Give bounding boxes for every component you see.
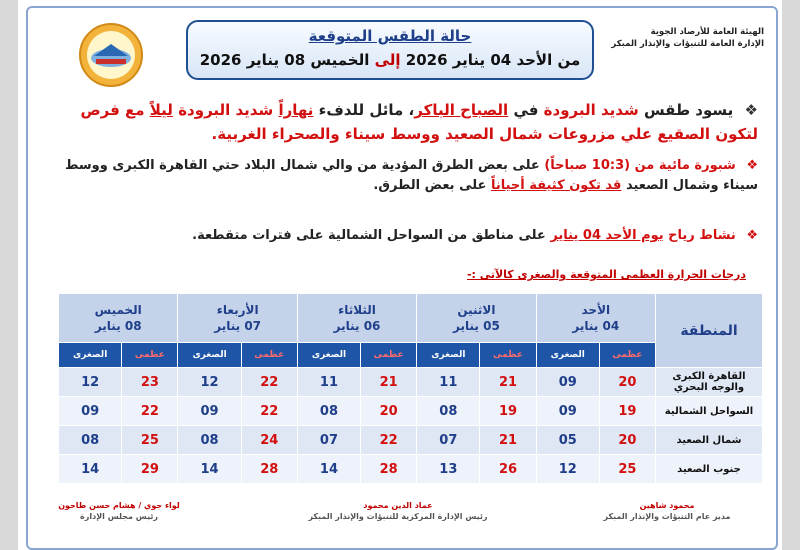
signature-chairman <box>54 500 184 522</box>
bullet-icon: ❖ <box>746 158 758 173</box>
min-temp: 14 <box>178 455 241 484</box>
max-label: عظمى <box>241 343 297 368</box>
day-date: 04 يناير <box>572 319 620 333</box>
min-temp: 09 <box>536 368 599 397</box>
day-name: الاثنين <box>457 303 496 317</box>
day-name: الثلاثاء <box>338 303 376 317</box>
p1-text-3: في <box>513 101 539 119</box>
table-row <box>59 455 763 484</box>
min-label: الصغرى <box>417 343 480 368</box>
min-temp: 07 <box>417 426 480 455</box>
max-temp: 22 <box>361 426 417 455</box>
max-temp: 21 <box>480 426 536 455</box>
min-temp: 11 <box>417 368 480 397</box>
min-temp: 11 <box>297 368 360 397</box>
min-temp: 09 <box>178 397 241 426</box>
day-header <box>178 294 297 343</box>
region-name: السواحل الشمالية <box>656 397 763 426</box>
max-temp: 19 <box>480 397 536 426</box>
day-header <box>536 294 655 343</box>
p1-text-1: يسود طقس <box>643 101 734 119</box>
day-name: الخميس <box>94 303 142 317</box>
min-temp: 14 <box>59 455 122 484</box>
max-temp: 26 <box>480 455 536 484</box>
paragraph-wind <box>38 226 758 246</box>
min-temp: 05 <box>536 426 599 455</box>
max-label: عظمى <box>361 343 417 368</box>
max-temp: 28 <box>241 455 297 484</box>
min-temp: 13 <box>417 455 480 484</box>
page <box>18 0 782 550</box>
signature-role: رئيس مجلس الإدارة <box>80 512 158 521</box>
signature-name: محمود شاهين <box>639 501 695 510</box>
day-name: الأربعاء <box>216 303 259 317</box>
paragraph-general <box>38 98 758 146</box>
p2-text-1: شبورة مائية من (10:3 صباحاً) <box>544 158 736 173</box>
min-temp: 08 <box>178 426 241 455</box>
max-temp: 25 <box>599 455 655 484</box>
max-temp: 23 <box>122 368 178 397</box>
bullet-icon: ❖ <box>746 228 758 243</box>
table-row <box>59 397 763 426</box>
min-temp: 08 <box>417 397 480 426</box>
day-date: 06 يناير <box>333 319 381 333</box>
bullet-icon: ❖ <box>744 101 758 119</box>
min-temp: 09 <box>536 397 599 426</box>
min-temp: 08 <box>297 397 360 426</box>
day-header <box>417 294 536 343</box>
org-line-2: الإدارة العامة للتنبؤات والإنذار المبكر <box>611 39 764 49</box>
min-temp: 12 <box>178 368 241 397</box>
signature-name: لواء جوي / هشام حسن طاحون <box>58 501 180 510</box>
max-temp: 28 <box>361 455 417 484</box>
max-temp: 20 <box>361 397 417 426</box>
min-label: الصغرى <box>536 343 599 368</box>
day-date: 07 يناير <box>214 319 262 333</box>
signature-name: عماد الدين محمود <box>363 501 433 510</box>
organization-name <box>611 26 764 50</box>
max-temp: 25 <box>122 426 178 455</box>
max-temp: 20 <box>599 368 655 397</box>
p1-text-2: شديد البرودة <box>543 101 639 119</box>
period-start: من الأحد 04 يناير 2026 <box>405 51 581 69</box>
min-label: الصغرى <box>297 343 360 368</box>
period-end: الخميس 08 يناير 2026 <box>199 51 370 69</box>
day-date: 08 يناير <box>94 319 142 333</box>
min-label: الصغرى <box>59 343 122 368</box>
page-title: حالة الطقس المتوقعة <box>308 27 472 45</box>
min-temp: 08 <box>59 426 122 455</box>
min-temp: 12 <box>59 368 122 397</box>
signature-role: رئيس الإدارة المركزية للتنبؤات والإنذار المبكر <box>308 512 488 521</box>
forecast-period <box>188 51 592 69</box>
table-row <box>59 368 763 397</box>
signature-central-head <box>288 500 508 522</box>
region-name: جنوب الصعيد <box>656 455 763 484</box>
p2-text-4: على بعض الطرق. <box>373 178 487 193</box>
org-line-1: الهيئة العامة للأرصاد الجوية <box>650 27 764 37</box>
min-temp: 09 <box>59 397 122 426</box>
p3-text-3: على مناطق من السواحل الشمالية على فترات متقطعة. <box>192 228 546 243</box>
max-temp: 21 <box>480 368 536 397</box>
region-name: شمال الصعيد <box>656 426 763 455</box>
min-temp: 12 <box>536 455 599 484</box>
p3-text-2: يوم الأحد 04 يناير <box>550 228 664 243</box>
p3-text-1: نشاط رياح <box>668 228 736 243</box>
max-label: عظمى <box>122 343 178 368</box>
p1-text-5: ، مائل للدفء <box>318 101 415 119</box>
day-date: 05 يناير <box>453 319 500 333</box>
max-temp: 19 <box>599 397 655 426</box>
p1-text-9: مع فرص لتكون <box>80 101 758 143</box>
day-name: الأحد <box>581 303 611 317</box>
max-temp: 22 <box>241 368 297 397</box>
max-temp: 22 <box>241 397 297 426</box>
region-name: القاهرة الكبرى والوجه البحري <box>656 368 763 397</box>
p2-text-2: على بعض الطرق المؤدية من والي شمال البلاد حتي القاهرة الكبرى ووسط سيناء وشمال الصعيد <box>64 158 758 193</box>
p1-text-6: نهاراً <box>278 101 314 119</box>
p1-text-7: شديد البرودة <box>178 101 274 119</box>
paragraph-fog <box>38 156 758 196</box>
table-caption: درجات الحرارة العظمى المتوقعة والصغرى كالآتى :- <box>466 268 746 281</box>
max-label: عظمى <box>480 343 536 368</box>
min-temp: 07 <box>297 426 360 455</box>
max-temp: 29 <box>122 455 178 484</box>
day-header <box>297 294 416 343</box>
title-box <box>186 20 594 80</box>
min-label: الصغرى <box>178 343 241 368</box>
p1-text-10: الصقيع علي مزروعات شمال الصعيد ووسط سيناء والصحراء الغربية. <box>211 125 711 143</box>
max-temp: 22 <box>122 397 178 426</box>
period-connector: إلى <box>374 51 401 69</box>
p1-text-4: الصباح الباكر <box>414 101 509 119</box>
temperature-table <box>58 293 763 484</box>
max-label: عظمى <box>599 343 655 368</box>
p2-text-3: قد تكون كثيفة أحياناً <box>490 178 622 193</box>
min-temp: 14 <box>297 455 360 484</box>
table-row <box>59 426 763 455</box>
max-temp: 24 <box>241 426 297 455</box>
day-header <box>59 294 178 343</box>
signature-role: مدير عام التنبؤات والإنذار المبكر <box>603 512 731 521</box>
signature-director-general <box>582 500 752 522</box>
p1-text-8: ليلاً <box>149 101 173 119</box>
max-temp: 21 <box>361 368 417 397</box>
ema-logo <box>78 22 144 88</box>
region-header: المنطقة <box>656 294 763 368</box>
max-temp: 20 <box>599 426 655 455</box>
